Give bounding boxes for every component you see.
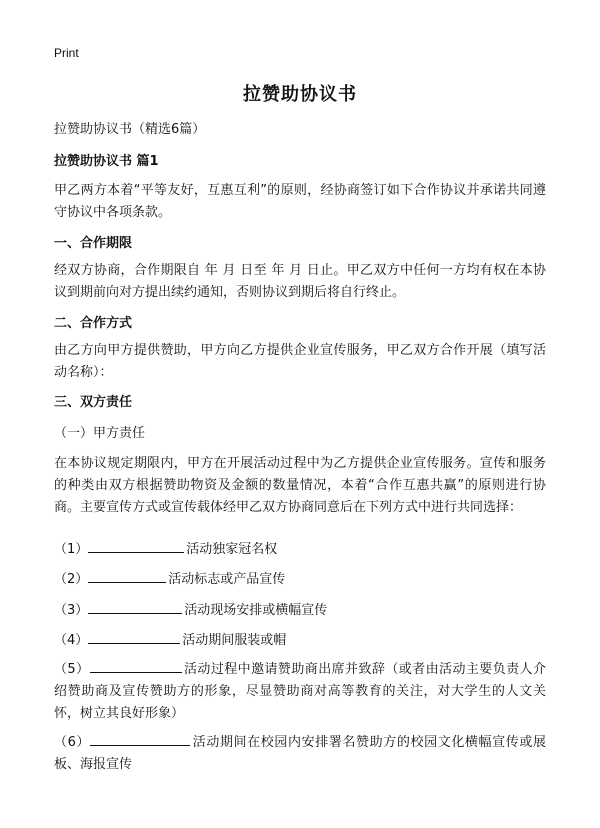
document-title: 拉赞助协议书 xyxy=(243,84,357,105)
item-number: （3） xyxy=(54,603,89,618)
item-number: （4） xyxy=(54,633,89,648)
heading-cooperation: 二、合作方式 xyxy=(54,316,133,331)
item-number: （6） xyxy=(54,735,91,750)
fill-blank xyxy=(88,629,180,644)
item-text: 活动标志或产品宣传 xyxy=(168,572,286,587)
fill-blank xyxy=(88,538,184,553)
document-subtitle: 拉赞助协议书（精选6篇） xyxy=(54,122,206,137)
subheading-party-a: （一）甲方责任 xyxy=(54,426,146,441)
party-a-paragraph: 在本协议规定期限内，甲方在开展活动过程中为乙方提供企业宣传服务。宣传和服务的种类由双方根据赞助物资及金额的数量情况，本着“合作互惠共赢”的原则进行协商。主要宣传方式或宣传载体经甲乙双方协商同意后在下列方式中进行共同选择： xyxy=(54,456,546,515)
heading-responsibilities: 三、双方责任 xyxy=(54,395,133,410)
term-paragraph: 经双方协商，合作期限自 年 月 日至 年 月 日止。甲乙双方中任何一方均有权在本协议到期前向对方提出续约通知，否则协议到期后将自行终止。 xyxy=(54,263,546,300)
list-item xyxy=(54,568,285,590)
fill-blank xyxy=(88,599,182,614)
list-item xyxy=(54,599,327,621)
item-number: （2） xyxy=(54,572,89,587)
list-item xyxy=(54,731,546,776)
fill-blank xyxy=(88,568,166,583)
intro-paragraph: 甲乙两方本着“平等友好，互惠互利”的原则，经协商签订如下合作协议并承诺共同遵守协议中各项条款。 xyxy=(54,183,546,220)
item-text: 活动现场安排或横幅宣传 xyxy=(184,603,328,618)
print-label: Print xyxy=(54,46,79,60)
section-title: 拉赞助协议书 篇1 xyxy=(54,154,159,169)
fill-blank xyxy=(90,731,190,746)
item-text: 活动独家冠名权 xyxy=(186,542,278,557)
item-number: （5） xyxy=(54,662,90,677)
item-text: 活动期间在校园内安排署名赞助方的校园文化横幅宣传或展板、海报宣传 xyxy=(54,735,546,772)
item-text: 活动过程中邀请赞助商出席并致辞（或者由活动主要负责人介绍赞助商及宣传赞助方的形象，尽显赞助商对高等教育的关注，对大学生的人文关怀，树立其良好形象） xyxy=(54,662,546,721)
list-item xyxy=(54,629,286,651)
heading-term: 一、合作期限 xyxy=(54,236,133,251)
list-item xyxy=(54,538,277,560)
list-item xyxy=(54,658,546,725)
cooperation-paragraph: 由乙方向甲方提供赞助，甲方向乙方提供企业宣传服务，甲乙双方合作开展（填写活动名称）： xyxy=(54,343,546,380)
item-text: 活动期间服装或帽 xyxy=(182,633,287,648)
fill-blank xyxy=(90,658,182,673)
item-number: （1） xyxy=(54,542,89,557)
